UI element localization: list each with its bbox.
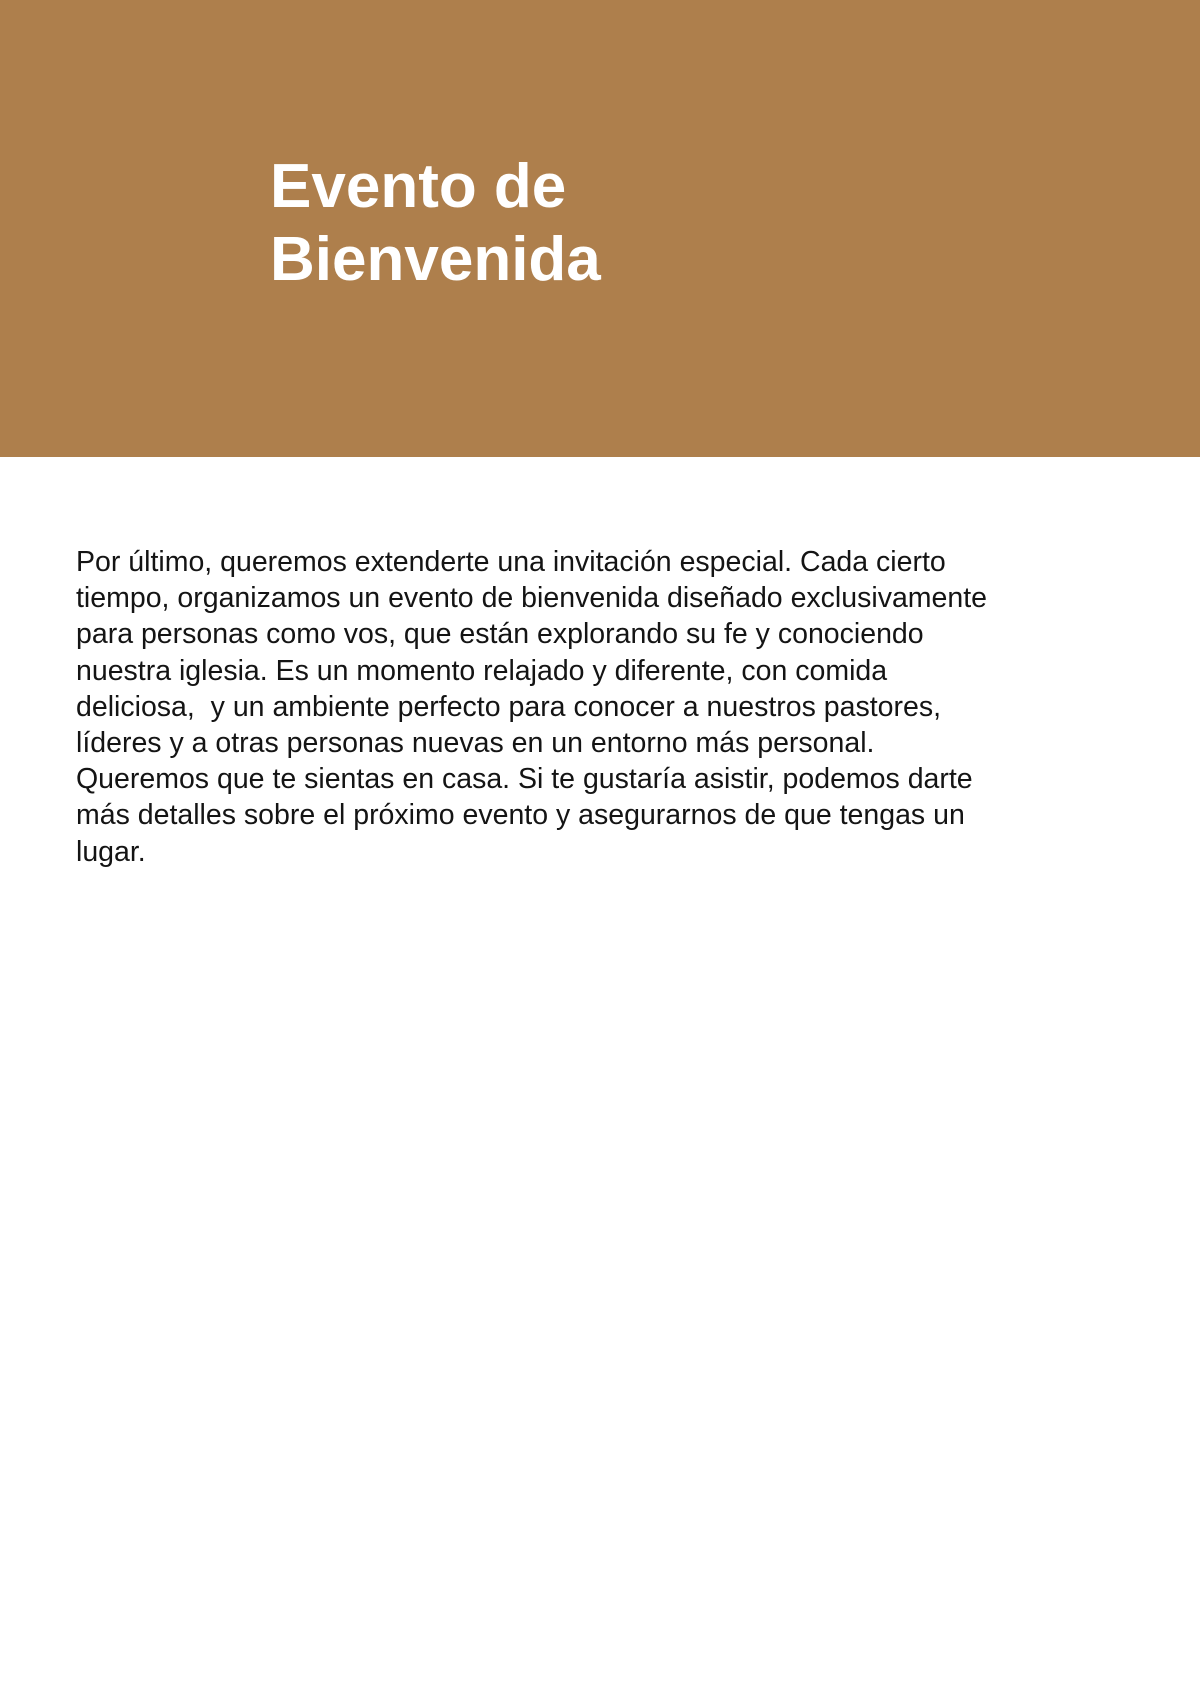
paragraph-line: Por último, queremos extenderte una invitación especial. Cada cierto — [76, 546, 946, 578]
paragraph-line: Queremos que te sientas en casa. Si te gustaría asistir, podemos darte — [76, 763, 973, 796]
body-paragraph — [76, 544, 1156, 870]
paragraph-line: lugar. — [76, 835, 146, 868]
paragraph-line: nuestra iglesia. Es un momento relajado y diferente, con comida — [76, 654, 888, 687]
paragraph-line: deliciosa, y un ambiente perfecto para conocer a nuestros pastores, — [76, 690, 941, 723]
paragraph-line: más detalles sobre el próximo evento y asegurarnos de que tengas un — [76, 799, 965, 832]
header-banner — [0, 0, 1200, 457]
title-line: Bienvenida — [270, 225, 601, 294]
page-title — [270, 150, 601, 296]
title-line: Evento de — [270, 152, 567, 221]
paragraph-line: para personas como vos, que están explorando su fe y conociendo — [76, 618, 924, 651]
paragraph-line: líderes y a otras personas nuevas en un entorno más personal. — [76, 727, 875, 760]
paragraph-line: tiempo, organizamos un evento de bienvenida diseñado exclusivamente — [76, 582, 987, 615]
